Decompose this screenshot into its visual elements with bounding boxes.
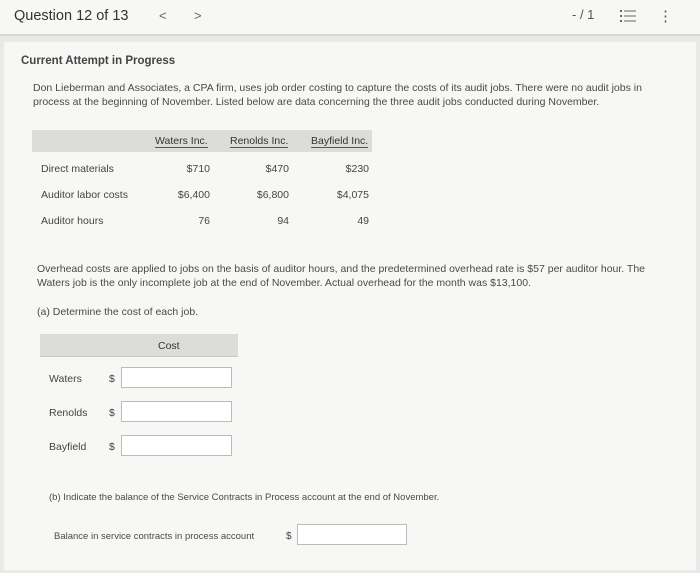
cost-header-label: Cost bbox=[158, 340, 180, 352]
job-label-waters: Waters bbox=[49, 373, 82, 385]
balance-input[interactable] bbox=[297, 524, 407, 545]
currency-symbol: $ bbox=[286, 531, 292, 542]
table-cell: $230 bbox=[345, 163, 369, 175]
bayfield-cost-input[interactable] bbox=[121, 435, 232, 456]
question-header bbox=[0, 0, 700, 36]
row-label-direct-materials: Direct materials bbox=[41, 163, 114, 175]
table-header bbox=[32, 130, 372, 152]
question-panel bbox=[4, 42, 696, 570]
table-cell: $470 bbox=[265, 163, 289, 175]
next-question-button[interactable]: > bbox=[194, 8, 202, 23]
job-label-bayfield: Bayfield bbox=[49, 441, 87, 453]
score-indicator: - / 1 bbox=[572, 7, 595, 22]
problem-intro: Don Lieberman and Associates, a CPA firm, uses job order costing to capture the costs of its audit jobs. There were no audit jobs in process at the beginning of November. Listed below are data concerning the three audit jobs conducted during November. bbox=[33, 82, 642, 108]
job-label-renolds: Renolds bbox=[49, 407, 88, 419]
waters-cost-input[interactable] bbox=[121, 367, 232, 388]
balance-label: Balance in service contracts in process account bbox=[54, 531, 255, 542]
table-cell: 94 bbox=[277, 215, 289, 227]
question-counter: Question 12 of 13 bbox=[14, 8, 129, 24]
cost-column-header bbox=[40, 334, 238, 357]
table-cell: 49 bbox=[357, 215, 369, 227]
row-label-auditor-hours: Auditor hours bbox=[41, 215, 104, 227]
table-cell: $4,075 bbox=[336, 189, 369, 201]
more-options-icon[interactable]: ⋮ bbox=[658, 8, 673, 25]
renolds-cost-input[interactable] bbox=[121, 401, 232, 422]
part-b-prompt: (b) Indicate the balance of the Service Contracts in Process account at the end of November. bbox=[49, 492, 440, 503]
currency-symbol: $ bbox=[109, 373, 115, 385]
table-cell: 76 bbox=[198, 215, 210, 227]
column-header-bayfield: Bayfield Inc. bbox=[311, 135, 369, 147]
job-data-table bbox=[32, 130, 372, 230]
column-header-renolds: Renolds Inc. bbox=[230, 135, 289, 147]
table-cell: $710 bbox=[186, 163, 210, 175]
table-cell: $6,800 bbox=[256, 189, 289, 201]
row-label-auditor-labor-costs: Auditor labor costs bbox=[41, 189, 128, 201]
currency-symbol: $ bbox=[109, 407, 115, 419]
overhead-description: Overhead costs are applied to jobs on the basis of auditor hours, and the predetermined overhead rate is $57 per auditor hour. The Waters job is the only incomplete job at the end of November. Actual overhead for the month was $13,100. bbox=[37, 263, 646, 289]
previous-question-button[interactable]: < bbox=[159, 8, 167, 23]
question-list-icon[interactable] bbox=[620, 9, 636, 23]
column-header-waters: Waters Inc. bbox=[155, 135, 208, 147]
currency-symbol: $ bbox=[109, 441, 115, 453]
table-cell: $6,400 bbox=[177, 189, 210, 201]
part-a-prompt: (a) Determine the cost of each job. bbox=[37, 306, 199, 318]
section-title: Current Attempt in Progress bbox=[21, 55, 176, 67]
